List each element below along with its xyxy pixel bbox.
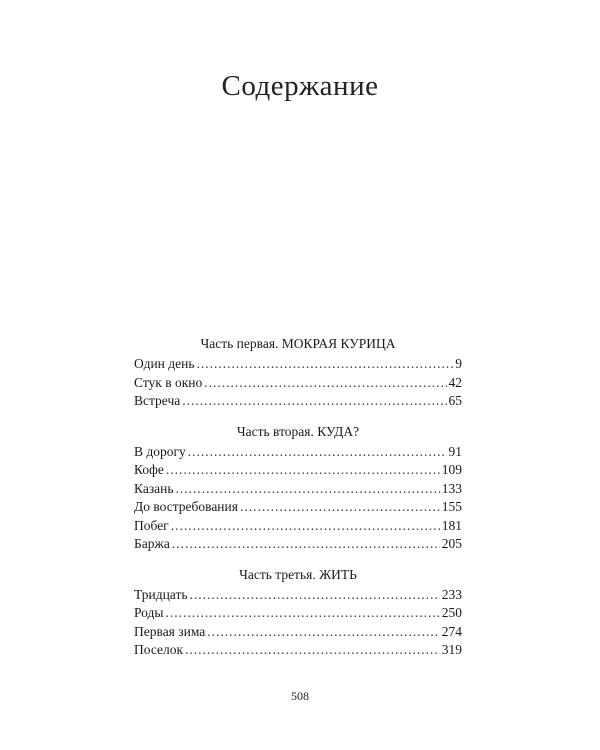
- toc-part-3: [134, 566, 462, 660]
- dot-leader: [172, 535, 440, 554]
- toc-entry: [134, 623, 462, 642]
- toc-entry: [134, 641, 462, 660]
- dot-leader: [190, 586, 440, 605]
- dot-leader: [185, 641, 440, 660]
- entry-label: В дорогу: [134, 443, 186, 459]
- page-title: Содержание: [221, 70, 379, 102]
- dot-leader: [240, 498, 440, 517]
- entry-page-number: 65: [448, 393, 462, 408]
- toc-entry: [134, 374, 462, 393]
- entry-page-number: 250: [441, 605, 462, 620]
- entry-page-number: 274: [441, 623, 462, 639]
- dot-leader: [207, 623, 439, 642]
- entry-label: Стук в окно: [134, 374, 203, 390]
- toc-entry: [134, 535, 462, 554]
- entry-page-number: 9: [455, 356, 462, 371]
- part-title: Часть первая. МОКРАЯ КУРИЦА: [200, 336, 396, 351]
- dot-leader: [188, 443, 447, 462]
- table-of-contents: [134, 335, 462, 672]
- entry-label: Побег: [134, 517, 169, 533]
- dot-leader: [165, 604, 439, 623]
- entry-page-number: 42: [448, 374, 462, 390]
- toc-entry: [134, 480, 462, 499]
- toc-entry: [134, 517, 462, 536]
- entry-label: Казань: [134, 480, 174, 496]
- dot-leader: [176, 480, 440, 499]
- entry-label: Один день: [134, 356, 195, 371]
- entry-page-number: 155: [441, 499, 462, 514]
- toc-part-2: [134, 423, 462, 554]
- dot-leader: [171, 517, 440, 536]
- entry-page-number: 181: [441, 517, 462, 533]
- part-title: Часть третья. ЖИТЬ: [239, 566, 357, 582]
- entry-page-number: 319: [441, 642, 462, 657]
- entry-label: Поселок: [134, 642, 184, 657]
- entry-page-number: 109: [441, 462, 462, 477]
- page-number-footer: 508: [291, 689, 309, 703]
- entry-label: Первая зима: [134, 623, 206, 639]
- dot-leader: [197, 355, 454, 374]
- toc-entry: [134, 392, 462, 411]
- toc-entry: [134, 461, 462, 480]
- entry-page-number: 205: [441, 536, 462, 551]
- toc-part-1: [134, 335, 462, 411]
- toc-entry: [134, 586, 462, 605]
- entry-page-number: 233: [441, 586, 462, 602]
- entry-page-number: 133: [441, 480, 462, 496]
- entry-label: Тридцать: [134, 586, 188, 602]
- entry-label: До востребования: [134, 499, 238, 514]
- toc-entry: [134, 355, 462, 374]
- toc-entry: [134, 604, 462, 623]
- toc-entry: [134, 498, 462, 517]
- entry-label: Роды: [134, 605, 164, 620]
- entry-label: Встреча: [134, 393, 181, 408]
- dot-leader: [166, 461, 440, 480]
- entry-label: Кофе: [134, 462, 164, 477]
- toc-entry: [134, 443, 462, 462]
- entry-page-number: 91: [448, 443, 462, 459]
- entry-label: Баржа: [134, 536, 170, 551]
- dot-leader: [204, 374, 446, 393]
- dot-leader: [182, 392, 446, 411]
- part-title: Часть вторая. КУДА?: [236, 423, 360, 439]
